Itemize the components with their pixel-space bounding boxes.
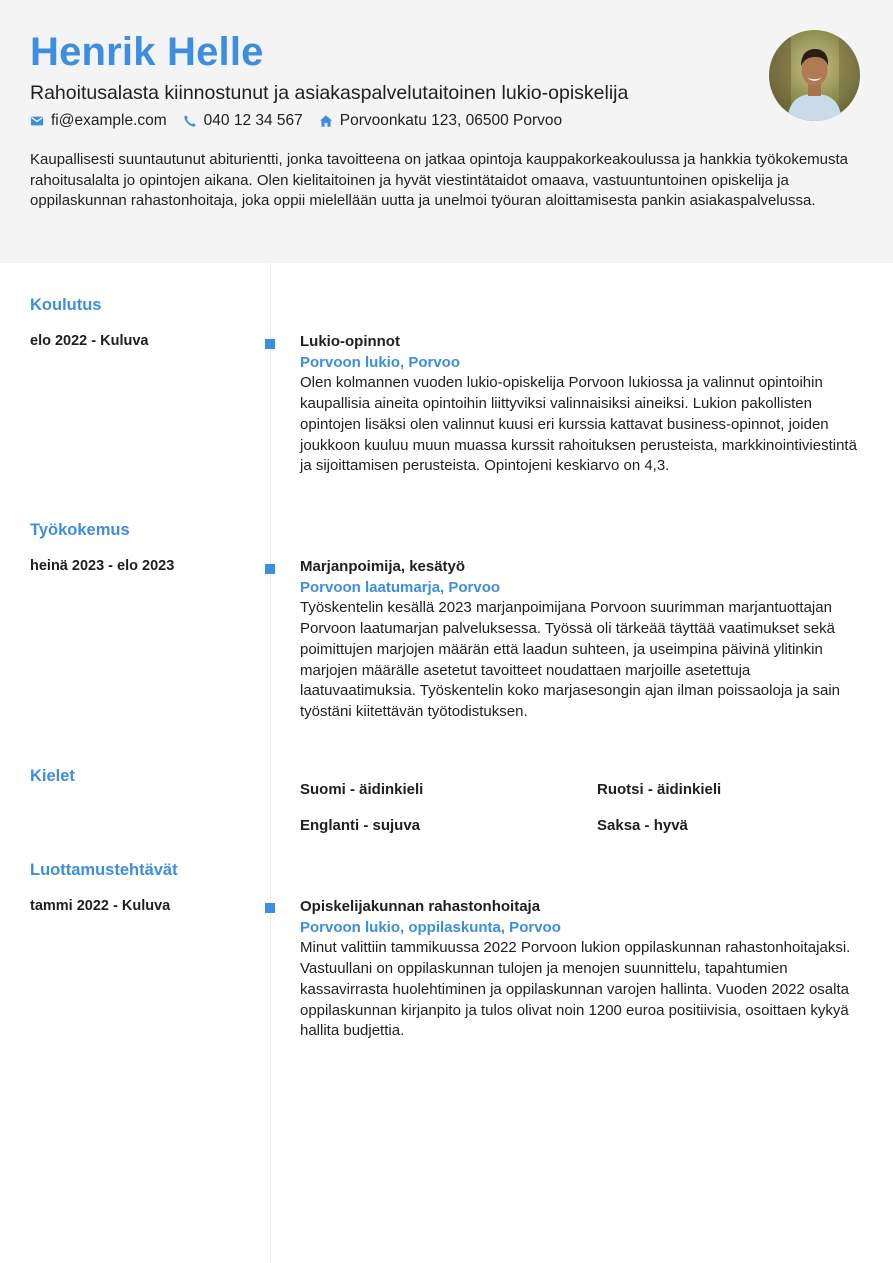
- contact-row: [30, 112, 578, 130]
- education-org: Porvoon lukio, Porvoo: [300, 353, 461, 371]
- language-item: Englanti - sujuva: [300, 817, 421, 834]
- education-description: Olen kolmannen vuoden lukio-opiskelija Porvoon lukiossa ja valinnut opintoihin kaupallisia aineita opintoihin liittyviksi valinnaisiksi aineiksi. Lukion pakollisten opintojen lisäksi olen valinnut kuusi eri kurssia kattavat business-opinnot, joiden joukkoon kuuluu muun muassa kurssit rahoituksen perusteista, markkinointiviestintä ja sijoittamisen perusteista. Opintojeni keskiarvo on 4,3.: [300, 374, 857, 475]
- experience-org: Porvoon laatumarja, Porvoo: [300, 578, 501, 596]
- positions-role: Opiskelijakunnan rahastonhoitaja: [300, 898, 541, 915]
- positions-entry: [300, 897, 860, 1042]
- profile-summary: Kaupallisesti suuntautunut abiturientti, jonka tavoitteena on jatkaa opintoja kauppakorkeakoulussa ja hankkia työkokemusta rahoitusalalta jo opintojen aikana. Olen kielitaitoinen ja hyvät viestintätaidot omaava, vastuuntuntoinen opiskelija ja oppilaskunnan rahastonhoitaja, joka oppii mielellään uutta ja unelmoi työuran aloittamisesta pankin asiakaspalvelussa.: [30, 151, 849, 210]
- positions-org: Porvoon lukio, oppilaskunta, Porvoo: [300, 918, 561, 936]
- phone-text: 040 12 34 567: [203, 112, 303, 129]
- language-item: Saksa - hyvä: [597, 817, 688, 834]
- section-title-positions: Luottamustehtävät: [30, 861, 178, 879]
- timeline-marker: [265, 903, 275, 913]
- experience-date: heinä 2023 - elo 2023: [30, 558, 175, 574]
- positions-date: tammi 2022 - Kuluva: [30, 898, 171, 914]
- home-icon: [319, 114, 333, 128]
- candidate-name: Henrik Helle: [30, 30, 264, 74]
- header-band: [0, 0, 893, 263]
- contact-phone[interactable]: [183, 112, 303, 130]
- education-role: Lukio-opinnot: [300, 333, 400, 350]
- candidate-headline: Rahoitusalasta kiinnostunut ja asiakaspalvelutaitoinen lukio-opiskelija: [30, 82, 629, 104]
- experience-role: Marjanpoimija, kesätyö: [300, 558, 466, 575]
- timeline-marker: [265, 339, 275, 349]
- section-title-languages: Kielet: [30, 767, 75, 785]
- language-item: Suomi - äidinkieli: [300, 781, 424, 798]
- contact-address: [319, 112, 562, 130]
- phone-icon: [183, 114, 197, 128]
- contact-email[interactable]: [30, 112, 167, 130]
- positions-description: Minut valittiin tammikuussa 2022 Porvoon lukion oppilaskunnan rahastonhoitajaksi. Vastuullani on oppilaskunnan tulojen ja menojen suunnittelu, tapahtumien kassavirrasta huolehtiminen ja oppilaskunnan varojen hallinta. Vuoden 2022 osalta oppilaskunnan kirjanpito ja tulos olivat noin 1200 euroa positiivisia, osoittaen kykyä hallita budjettia.: [300, 939, 851, 1040]
- section-title-experience: Työkokemus: [30, 521, 130, 539]
- experience-entry: [300, 557, 860, 723]
- address-text: Porvoonkatu 123, 06500 Porvoo: [339, 112, 563, 129]
- email-text: fi@example.com: [51, 112, 167, 129]
- timeline-divider: [270, 263, 271, 1263]
- section-title-education: Koulutus: [30, 296, 102, 314]
- language-item: Ruotsi - äidinkieli: [597, 781, 722, 798]
- timeline-marker: [265, 564, 275, 574]
- profile-photo: [769, 30, 860, 121]
- education-entry: [300, 332, 860, 477]
- education-date: elo 2022 - Kuluva: [30, 333, 149, 349]
- experience-description: Työskentelin kesällä 2023 marjanpoimijana Porvoon suurimman marjantuottajan Porvoon laatumarjan palveluksessa. Työssä oli tärkeää täyttää vaatimukset sekä poimittujen marjojen määrän että laadun suhteen, ja useimpina päivinä ylitinkin marjojen määrälle asetetut tavoitteet noudattaen marjoille asetettuja laatuvaatimuksia. Työskentelin koko marjasesongin ajan ilman poissaoloja ja sain työstäni kiitettävän työtodistuksen.: [300, 599, 841, 720]
- mail-icon: [30, 114, 44, 128]
